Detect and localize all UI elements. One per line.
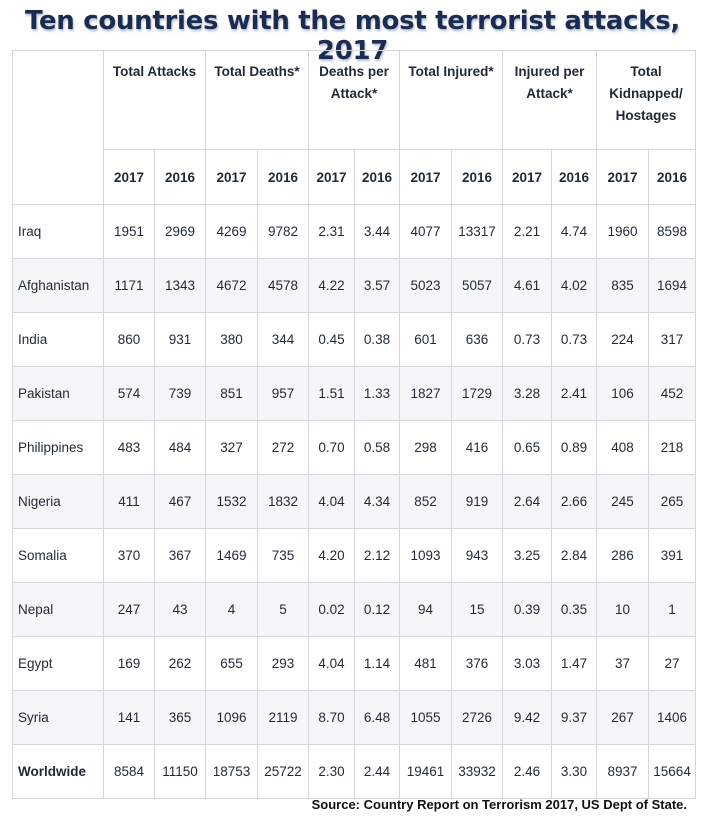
value-cell: 574 bbox=[104, 367, 155, 421]
value-cell: 0.39 bbox=[503, 583, 552, 637]
value-cell: 1.47 bbox=[552, 637, 597, 691]
value-cell: 484 bbox=[155, 421, 206, 475]
table-body bbox=[13, 205, 696, 799]
value-cell: 1406 bbox=[649, 691, 696, 745]
value-cell: 4.34 bbox=[355, 475, 400, 529]
value-cell: 1 bbox=[649, 583, 696, 637]
value-cell: 15664 bbox=[649, 745, 696, 799]
value-cell: 3.57 bbox=[355, 259, 400, 313]
value-cell: 4.04 bbox=[309, 475, 355, 529]
year-header: 2017 bbox=[597, 150, 649, 205]
value-cell: 2.84 bbox=[552, 529, 597, 583]
value-cell: 367 bbox=[155, 529, 206, 583]
value-cell: 4.02 bbox=[552, 259, 597, 313]
value-cell: 467 bbox=[155, 475, 206, 529]
country-cell: Philippines bbox=[13, 421, 104, 475]
value-cell: 1729 bbox=[452, 367, 503, 421]
value-cell: 408 bbox=[597, 421, 649, 475]
table-row bbox=[13, 205, 696, 259]
table-row bbox=[13, 691, 696, 745]
value-cell: 1171 bbox=[104, 259, 155, 313]
value-cell: 4.74 bbox=[552, 205, 597, 259]
value-cell: 169 bbox=[104, 637, 155, 691]
value-cell: 0.65 bbox=[503, 421, 552, 475]
value-cell: 1469 bbox=[206, 529, 258, 583]
value-cell: 267 bbox=[597, 691, 649, 745]
value-cell: 2.44 bbox=[355, 745, 400, 799]
value-cell: 1832 bbox=[258, 475, 309, 529]
table-row bbox=[13, 529, 696, 583]
value-cell: 2.46 bbox=[503, 745, 552, 799]
value-cell: 1951 bbox=[104, 205, 155, 259]
value-cell: 4 bbox=[206, 583, 258, 637]
value-cell: 2.21 bbox=[503, 205, 552, 259]
data-table bbox=[12, 50, 696, 799]
table-row bbox=[13, 583, 696, 637]
value-cell: 0.45 bbox=[309, 313, 355, 367]
value-cell: 481 bbox=[400, 637, 452, 691]
value-cell: 19461 bbox=[400, 745, 452, 799]
value-cell: 1960 bbox=[597, 205, 649, 259]
value-cell: 9.37 bbox=[552, 691, 597, 745]
value-cell: 10 bbox=[597, 583, 649, 637]
value-cell: 265 bbox=[649, 475, 696, 529]
value-cell: 8.70 bbox=[309, 691, 355, 745]
value-cell: 1343 bbox=[155, 259, 206, 313]
value-cell: 411 bbox=[104, 475, 155, 529]
value-cell: 5 bbox=[258, 583, 309, 637]
value-cell: 601 bbox=[400, 313, 452, 367]
value-cell: 380 bbox=[206, 313, 258, 367]
year-header: 2016 bbox=[552, 150, 597, 205]
value-cell: 655 bbox=[206, 637, 258, 691]
year-header: 2017 bbox=[104, 150, 155, 205]
value-cell: 43 bbox=[155, 583, 206, 637]
value-cell: 2.41 bbox=[552, 367, 597, 421]
corner-cell bbox=[13, 51, 104, 205]
value-cell: 365 bbox=[155, 691, 206, 745]
value-cell: 2726 bbox=[452, 691, 503, 745]
value-cell: 4672 bbox=[206, 259, 258, 313]
value-cell: 8937 bbox=[597, 745, 649, 799]
value-cell: 0.12 bbox=[355, 583, 400, 637]
country-cell: Afghanistan bbox=[13, 259, 104, 313]
group-header-row bbox=[13, 51, 696, 150]
value-cell: 9782 bbox=[258, 205, 309, 259]
value-cell: 272 bbox=[258, 421, 309, 475]
group-header: Total Attacks bbox=[104, 51, 206, 150]
value-cell: 298 bbox=[400, 421, 452, 475]
value-cell: 5057 bbox=[452, 259, 503, 313]
value-cell: 1.51 bbox=[309, 367, 355, 421]
value-cell: 391 bbox=[649, 529, 696, 583]
value-cell: 37 bbox=[597, 637, 649, 691]
value-cell: 2969 bbox=[155, 205, 206, 259]
value-cell: 2.31 bbox=[309, 205, 355, 259]
value-cell: 9.42 bbox=[503, 691, 552, 745]
value-cell: 4.61 bbox=[503, 259, 552, 313]
year-header: 2016 bbox=[258, 150, 309, 205]
value-cell: 0.73 bbox=[503, 313, 552, 367]
country-cell: Pakistan bbox=[13, 367, 104, 421]
value-cell: 3.44 bbox=[355, 205, 400, 259]
country-cell: Egypt bbox=[13, 637, 104, 691]
value-cell: 1827 bbox=[400, 367, 452, 421]
value-cell: 376 bbox=[452, 637, 503, 691]
group-header: Deaths per Attack* bbox=[309, 51, 400, 150]
table-row bbox=[13, 367, 696, 421]
value-cell: 2119 bbox=[258, 691, 309, 745]
group-header: Total Kidnapped/ Hostages bbox=[597, 51, 696, 150]
value-cell: 8598 bbox=[649, 205, 696, 259]
value-cell: 735 bbox=[258, 529, 309, 583]
value-cell: 25722 bbox=[258, 745, 309, 799]
value-cell: 851 bbox=[206, 367, 258, 421]
country-cell: Nigeria bbox=[13, 475, 104, 529]
value-cell: 0.58 bbox=[355, 421, 400, 475]
value-cell: 317 bbox=[649, 313, 696, 367]
value-cell: 636 bbox=[452, 313, 503, 367]
country-cell: Worldwide bbox=[13, 745, 104, 799]
year-header: 2017 bbox=[309, 150, 355, 205]
group-header: Total Deaths* bbox=[206, 51, 309, 150]
value-cell: 141 bbox=[104, 691, 155, 745]
value-cell: 835 bbox=[597, 259, 649, 313]
value-cell: 739 bbox=[155, 367, 206, 421]
value-cell: 852 bbox=[400, 475, 452, 529]
value-cell: 5023 bbox=[400, 259, 452, 313]
country-cell: Syria bbox=[13, 691, 104, 745]
value-cell: 860 bbox=[104, 313, 155, 367]
year-header-row bbox=[13, 150, 696, 205]
country-cell: Somalia bbox=[13, 529, 104, 583]
country-cell: Iraq bbox=[13, 205, 104, 259]
value-cell: 1093 bbox=[400, 529, 452, 583]
table-row bbox=[13, 637, 696, 691]
group-header: Injured per Attack* bbox=[503, 51, 597, 150]
value-cell: 224 bbox=[597, 313, 649, 367]
table-row bbox=[13, 421, 696, 475]
value-cell: 11150 bbox=[155, 745, 206, 799]
value-cell: 943 bbox=[452, 529, 503, 583]
value-cell: 6.48 bbox=[355, 691, 400, 745]
value-cell: 957 bbox=[258, 367, 309, 421]
group-header: Total Injured* bbox=[400, 51, 503, 150]
value-cell: 4578 bbox=[258, 259, 309, 313]
value-cell: 416 bbox=[452, 421, 503, 475]
value-cell: 4077 bbox=[400, 205, 452, 259]
table-row bbox=[13, 745, 696, 799]
value-cell: 15 bbox=[452, 583, 503, 637]
source-note: Source: Country Report on Terrorism 2017, US Dept of State. bbox=[311, 797, 687, 812]
value-cell: 18753 bbox=[206, 745, 258, 799]
value-cell: 0.70 bbox=[309, 421, 355, 475]
value-cell: 218 bbox=[649, 421, 696, 475]
value-cell: 452 bbox=[649, 367, 696, 421]
table-row bbox=[13, 259, 696, 313]
year-header: 2017 bbox=[503, 150, 552, 205]
value-cell: 931 bbox=[155, 313, 206, 367]
value-cell: 3.30 bbox=[552, 745, 597, 799]
value-cell: 247 bbox=[104, 583, 155, 637]
value-cell: 94 bbox=[400, 583, 452, 637]
table-row bbox=[13, 313, 696, 367]
value-cell: 8584 bbox=[104, 745, 155, 799]
value-cell: 2.64 bbox=[503, 475, 552, 529]
value-cell: 4.22 bbox=[309, 259, 355, 313]
country-cell: India bbox=[13, 313, 104, 367]
value-cell: 483 bbox=[104, 421, 155, 475]
value-cell: 1.14 bbox=[355, 637, 400, 691]
year-header: 2016 bbox=[649, 150, 696, 205]
value-cell: 0.38 bbox=[355, 313, 400, 367]
year-header: 2016 bbox=[355, 150, 400, 205]
value-cell: 1096 bbox=[206, 691, 258, 745]
value-cell: 106 bbox=[597, 367, 649, 421]
value-cell: 370 bbox=[104, 529, 155, 583]
value-cell: 4.20 bbox=[309, 529, 355, 583]
value-cell: 3.03 bbox=[503, 637, 552, 691]
value-cell: 286 bbox=[597, 529, 649, 583]
value-cell: 13317 bbox=[452, 205, 503, 259]
value-cell: 0.35 bbox=[552, 583, 597, 637]
value-cell: 33932 bbox=[452, 745, 503, 799]
value-cell: 2.66 bbox=[552, 475, 597, 529]
value-cell: 1694 bbox=[649, 259, 696, 313]
year-header: 2017 bbox=[400, 150, 452, 205]
value-cell: 2.30 bbox=[309, 745, 355, 799]
value-cell: 327 bbox=[206, 421, 258, 475]
table-row bbox=[13, 475, 696, 529]
country-cell: Nepal bbox=[13, 583, 104, 637]
value-cell: 0.89 bbox=[552, 421, 597, 475]
value-cell: 1055 bbox=[400, 691, 452, 745]
value-cell: 0.73 bbox=[552, 313, 597, 367]
year-header: 2016 bbox=[452, 150, 503, 205]
chart-title: Ten countries with the most terrorist attacks, 2017 bbox=[24, 6, 680, 66]
value-cell: 1532 bbox=[206, 475, 258, 529]
value-cell: 1.33 bbox=[355, 367, 400, 421]
value-cell: 3.28 bbox=[503, 367, 552, 421]
value-cell: 3.25 bbox=[503, 529, 552, 583]
value-cell: 245 bbox=[597, 475, 649, 529]
value-cell: 4.04 bbox=[309, 637, 355, 691]
value-cell: 919 bbox=[452, 475, 503, 529]
year-header: 2017 bbox=[206, 150, 258, 205]
value-cell: 4269 bbox=[206, 205, 258, 259]
value-cell: 27 bbox=[649, 637, 696, 691]
value-cell: 262 bbox=[155, 637, 206, 691]
value-cell: 2.12 bbox=[355, 529, 400, 583]
value-cell: 344 bbox=[258, 313, 309, 367]
value-cell: 0.02 bbox=[309, 583, 355, 637]
value-cell: 293 bbox=[258, 637, 309, 691]
year-header: 2016 bbox=[155, 150, 206, 205]
